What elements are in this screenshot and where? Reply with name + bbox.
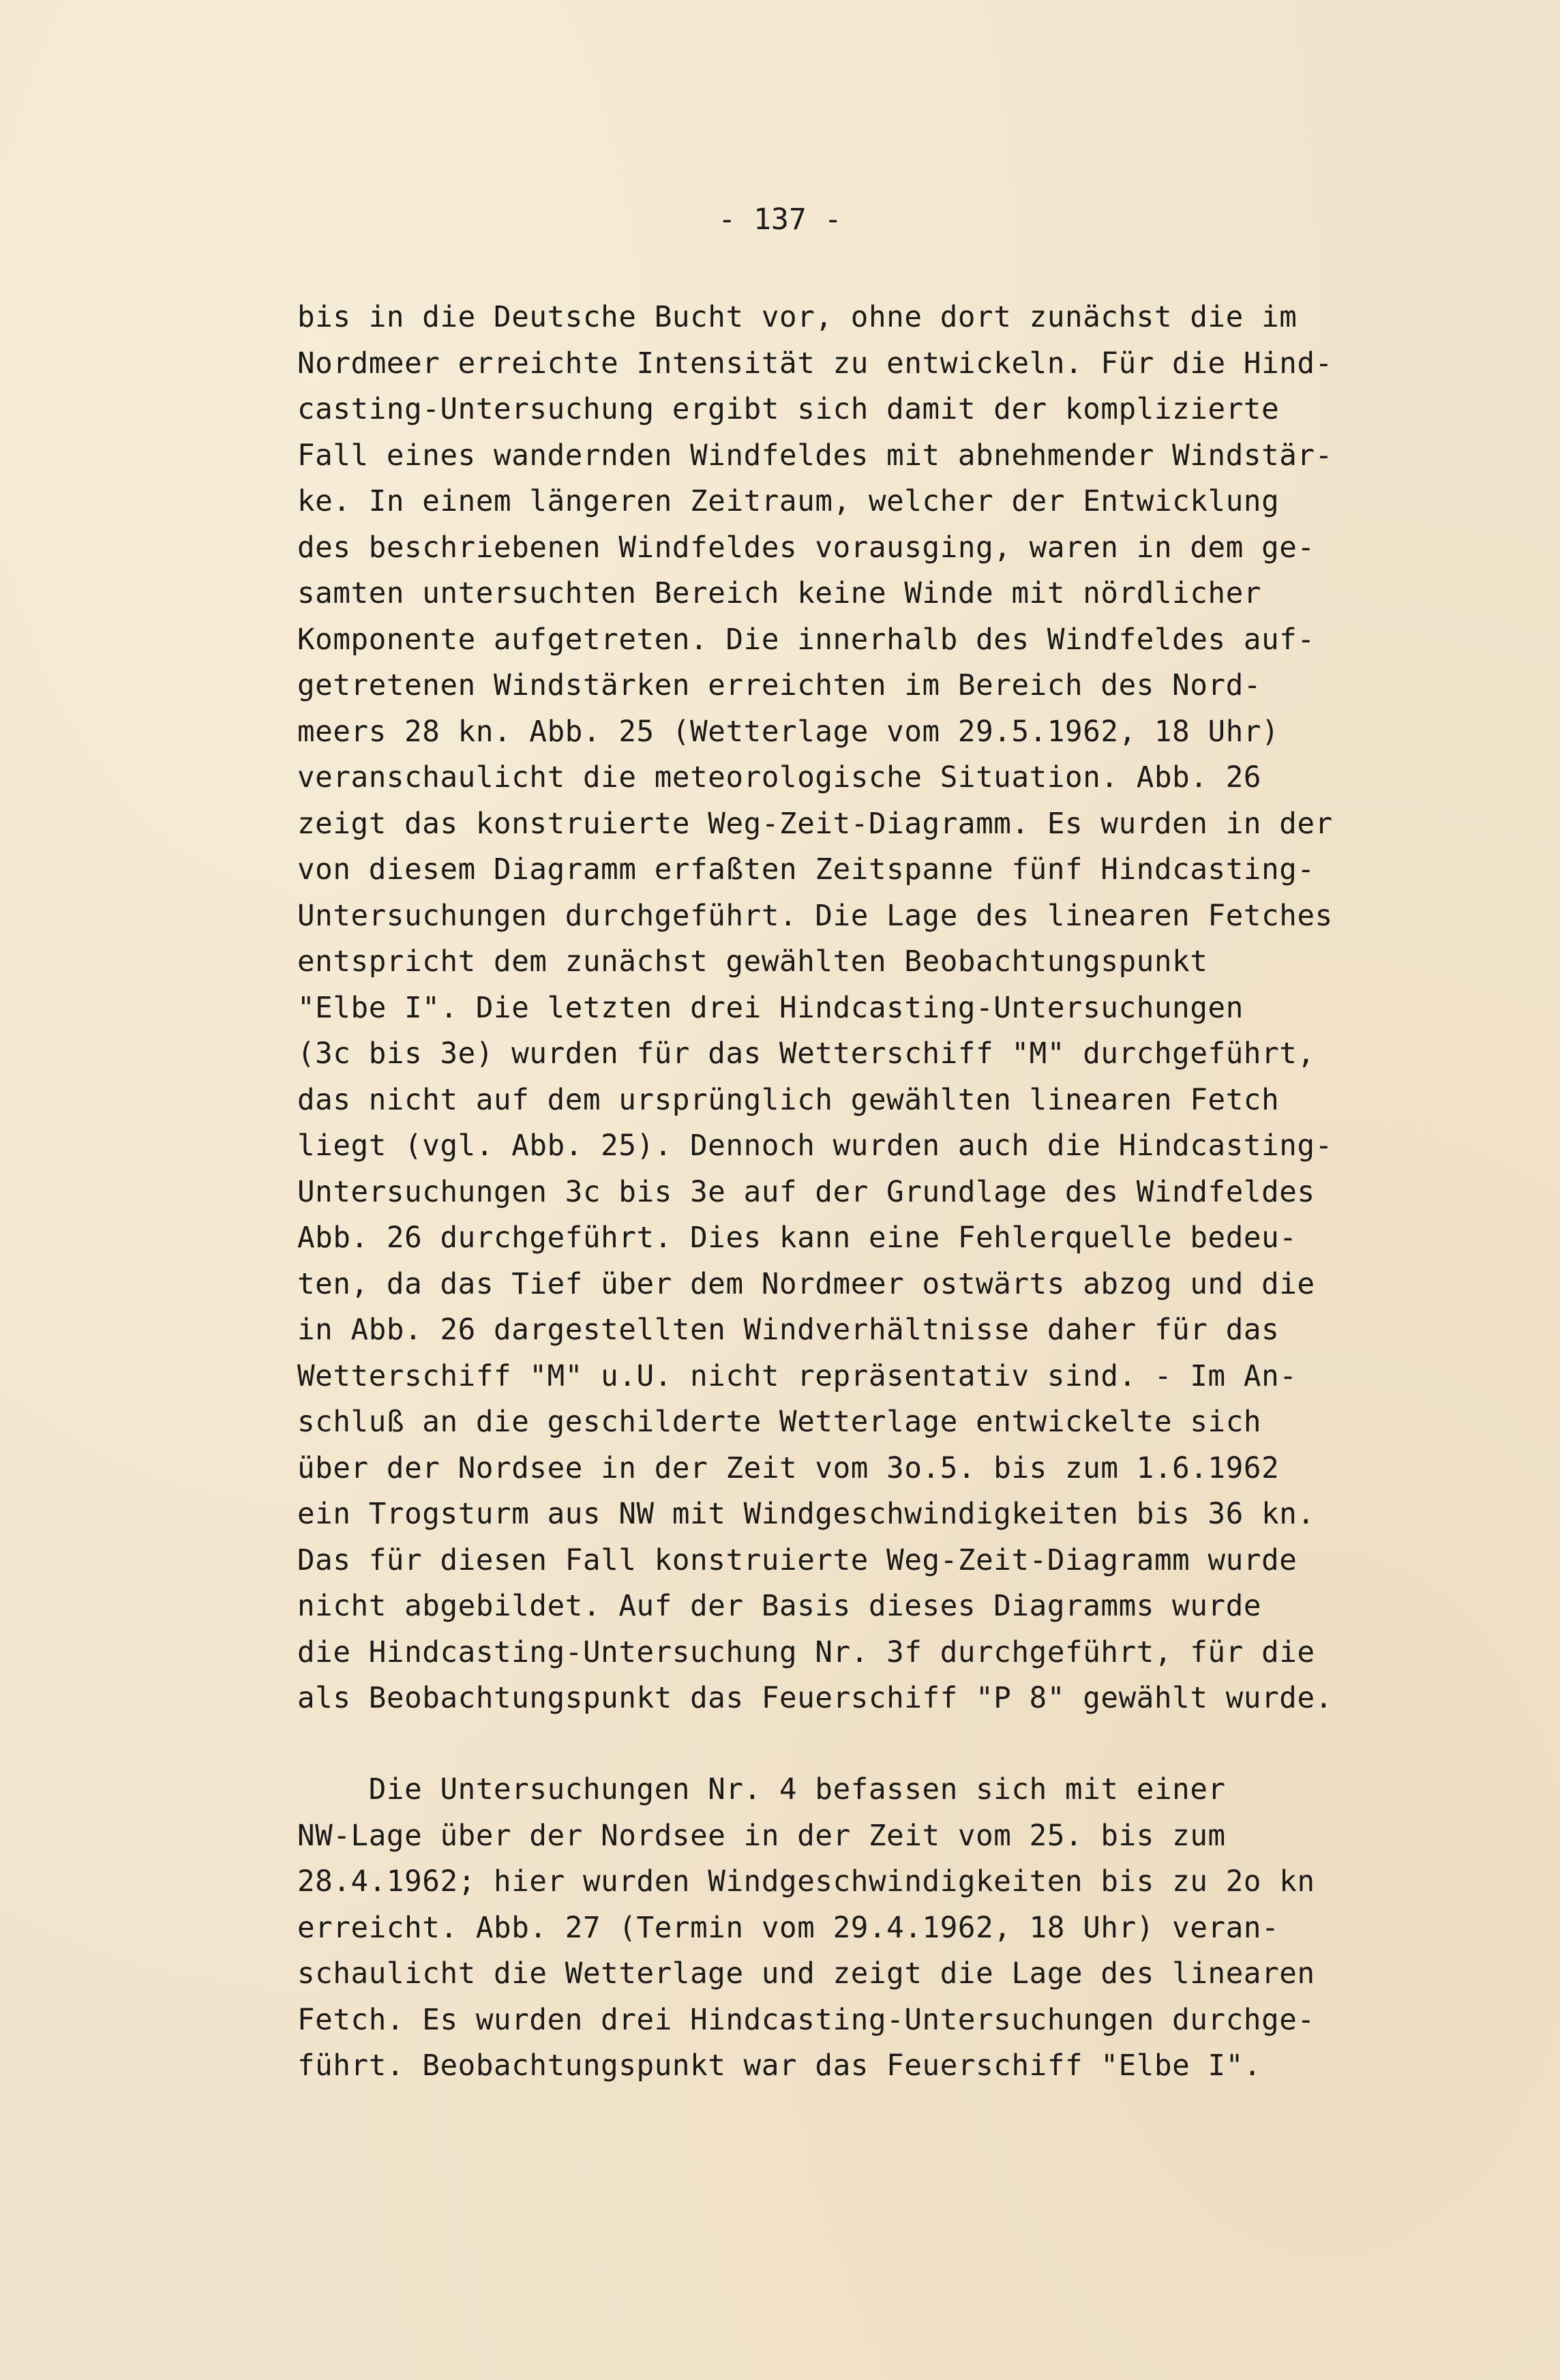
text-line: von diesem Diagramm erfaßten Zeitspanne fünf Hindcasting- [297, 853, 1315, 887]
text-line: nicht abgebildet. Auf der Basis dieses Diagramms wurde [297, 1590, 1262, 1623]
text-line: Fall eines wandernden Windfeldes mit abnehmender Windstär- [297, 438, 1333, 473]
text-line: samten untersuchten Bereich keine Winde mit nördlicher [297, 577, 1262, 610]
text-line: Fetch. Es wurden drei Hindcasting-Untersuchungen durchge- [297, 2003, 1315, 2037]
text-line: als Beobachtungspunkt das Feuerschiff "P 8" gewählt wurde. [297, 1682, 1333, 1715]
text-line: (3c bis 3e) wurden für das Wetterschiff "M" durchgeführt, [297, 1037, 1315, 1071]
text-line: veranschaulicht die meteorologische Situation. Abb. 26 [297, 761, 1262, 794]
text-line: schaulicht die Wetterlage und zeigt die Lage des linearen [297, 1957, 1315, 1991]
text-line: meers 28 kn. Abb. 25 (Wetterlage vom 29.5.1962, 18 Uhr) [297, 715, 1280, 749]
text-line: Untersuchungen 3c bis 3e auf der Grundlage des Windfeldes [297, 1175, 1315, 1209]
text-line: Nordmeer erreichte Intensität zu entwickeln. Für die Hind- [297, 346, 1333, 381]
text-line: ein Trogsturm aus NW mit Windgeschwindigkeiten bis 36 kn. [297, 1498, 1315, 1531]
text-line: Untersuchungen durchgeführt. Die Lage des linearen Fetches [297, 899, 1333, 933]
text-line: casting-Untersuchung ergibt sich damit der komplizierte [297, 393, 1280, 426]
text-line: in Abb. 26 dargestellten Windverhältnisse daher für das [297, 1313, 1280, 1347]
page-number: - 137 - [718, 203, 842, 237]
text-line: Abb. 26 durchgeführt. Dies kann eine Fehlerquelle bedeu- [297, 1221, 1298, 1255]
text-line: liegt (vgl. Abb. 25). Dennoch wurden auch die Hindcasting- [297, 1129, 1333, 1163]
text-line: führt. Beobachtungspunkt war das Feuerschiff "Elbe I". [297, 2049, 1262, 2083]
text-line: NW-Lage über der Nordsee in der Zeit vom 25. bis zum [297, 1819, 1226, 1853]
text-line: über der Nordsee in der Zeit vom 3o.5. bis zum 1.6.1962 [297, 1451, 1280, 1485]
text-line: ke. In einem längeren Zeitraum, welcher der Entwicklung [297, 485, 1280, 518]
text-line: 28.4.1962; hier wurden Windgeschwindigkeiten bis zu 2o kn [297, 1865, 1315, 1899]
text-line: des beschriebenen Windfeldes vorausging, waren in dem ge- [297, 531, 1315, 565]
text-line: erreicht. Abb. 27 (Termin vom 29.4.1962, 18 Uhr) veran- [297, 1911, 1280, 1945]
text-line: "Elbe I". Die letzten drei Hindcasting-Untersuchungen [297, 991, 1244, 1025]
text-line: getretenen Windstärken erreichten im Bereich des Nord- [297, 669, 1262, 702]
text-line: Komponente aufgetreten. Die innerhalb des Windfeldes auf- [297, 623, 1315, 657]
text-line: Wetterschiff "M" u.U. nicht repräsentativ sind. - Im An- [297, 1359, 1298, 1393]
text-line: schluß an die geschilderte Wetterlage entwickelte sich [297, 1405, 1262, 1439]
text-line: entspricht dem zunächst gewählten Beobachtungspunkt [297, 945, 1208, 979]
paragraph-2 [297, 1767, 1415, 2089]
text-line: ten, da das Tief über dem Nordmeer ostwärts abzog und die [297, 1267, 1315, 1301]
text-line: zeigt das konstruierte Weg-Zeit-Diagramm. Es wurden in der [297, 807, 1333, 841]
text-line: das nicht auf dem ursprünglich gewählten linearen Fetch [297, 1083, 1280, 1117]
text-line: die Hindcasting-Untersuchung Nr. 3f durchgeführt, für die [297, 1635, 1315, 1669]
text-line: bis in die Deutsche Bucht vor, ohne dort zunächst die im [297, 301, 1298, 334]
paragraph-1 [297, 295, 1415, 1722]
text-line: Die Untersuchungen Nr. 4 befassen sich mit einer [297, 1773, 1226, 1806]
text-line: Das für diesen Fall konstruierte Weg-Zeit-Diagramm wurde [297, 1543, 1298, 1577]
